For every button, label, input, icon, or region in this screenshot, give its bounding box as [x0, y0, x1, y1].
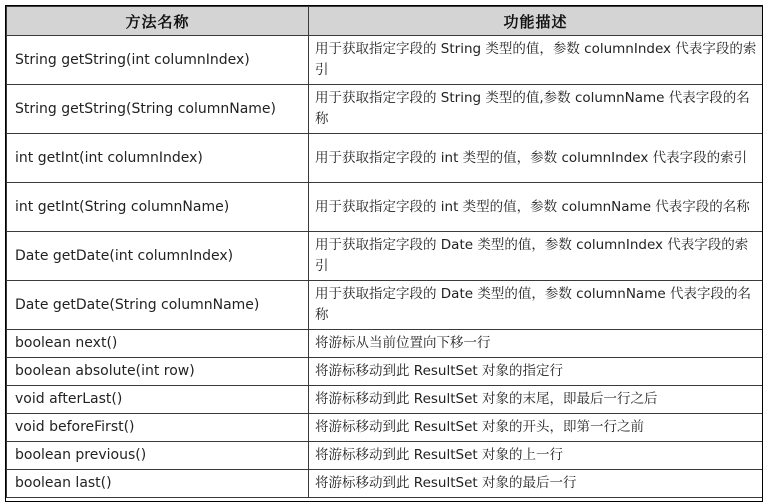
table-header-row: [7, 7, 763, 36]
table-row: [7, 386, 763, 414]
method-name-cell: void afterLast(): [7, 386, 309, 414]
method-name-cell: void beforeFirst(): [7, 414, 309, 442]
description-cell: 用于获取指定字段的 Date 类型的值，参数 columnName 代表字段的名称: [309, 281, 763, 330]
description-cell: 用于获取指定字段的 int 类型的值，参数 columnIndex 代表字段的索引: [309, 134, 763, 183]
method-name-cell: int getInt(String columnName): [7, 183, 309, 232]
description-cell: 将游标移动到此 ResultSet 对象的上一行: [309, 442, 763, 470]
description-cell: 用于获取指定字段的 Date 类型的值，参数 columnIndex 代表字段的索引: [309, 232, 763, 281]
method-name-cell: String getString(int columnIndex): [7, 36, 309, 85]
method-name-cell: int getInt(int columnIndex): [7, 134, 309, 183]
table-row: [7, 232, 763, 281]
method-name-cell: String getString(String columnName): [7, 85, 309, 134]
method-name-cell: Date getDate(int columnIndex): [7, 232, 309, 281]
table-row: [7, 414, 763, 442]
method-name-cell: boolean last(): [7, 470, 309, 498]
header-description: 功能描述: [309, 7, 763, 36]
method-table-frame: [5, 5, 763, 502]
method-name-cell: boolean next(): [7, 330, 309, 358]
table-row: [7, 358, 763, 386]
description-cell: 将游标从当前位置向下移一行: [309, 330, 763, 358]
table-row: [7, 442, 763, 470]
description-cell: 将游标移动到此 ResultSet 对象的最后一行: [309, 470, 763, 498]
table-body: [7, 36, 763, 498]
description-cell: 将游标移动到此 ResultSet 对象的开头，即第一行之前: [309, 414, 763, 442]
table-row: [7, 36, 763, 85]
table-row: [7, 134, 763, 183]
table-row: [7, 330, 763, 358]
method-name-cell: boolean absolute(int row): [7, 358, 309, 386]
table-row: [7, 281, 763, 330]
table-row: [7, 183, 763, 232]
description-cell: 用于获取指定字段的 String 类型的值,参数 columnName 代表字段的名称: [309, 85, 763, 134]
method-name-cell: boolean previous(): [7, 442, 309, 470]
description-cell: 用于获取指定字段的 String 类型的值，参数 columnIndex 代表字段的索引: [309, 36, 763, 85]
description-cell: 用于获取指定字段的 int 类型的值，参数 columnName 代表字段的名称: [309, 183, 763, 232]
description-cell: 将游标移动到此 ResultSet 对象的末尾，即最后一行之后: [309, 386, 763, 414]
description-cell: 将游标移动到此 ResultSet 对象的指定行: [309, 358, 763, 386]
table-row: [7, 85, 763, 134]
table-row: [7, 470, 763, 498]
resultset-methods-table: [6, 6, 763, 498]
method-name-cell: Date getDate(String columnName): [7, 281, 309, 330]
header-method-name: 方法名称: [7, 7, 309, 36]
